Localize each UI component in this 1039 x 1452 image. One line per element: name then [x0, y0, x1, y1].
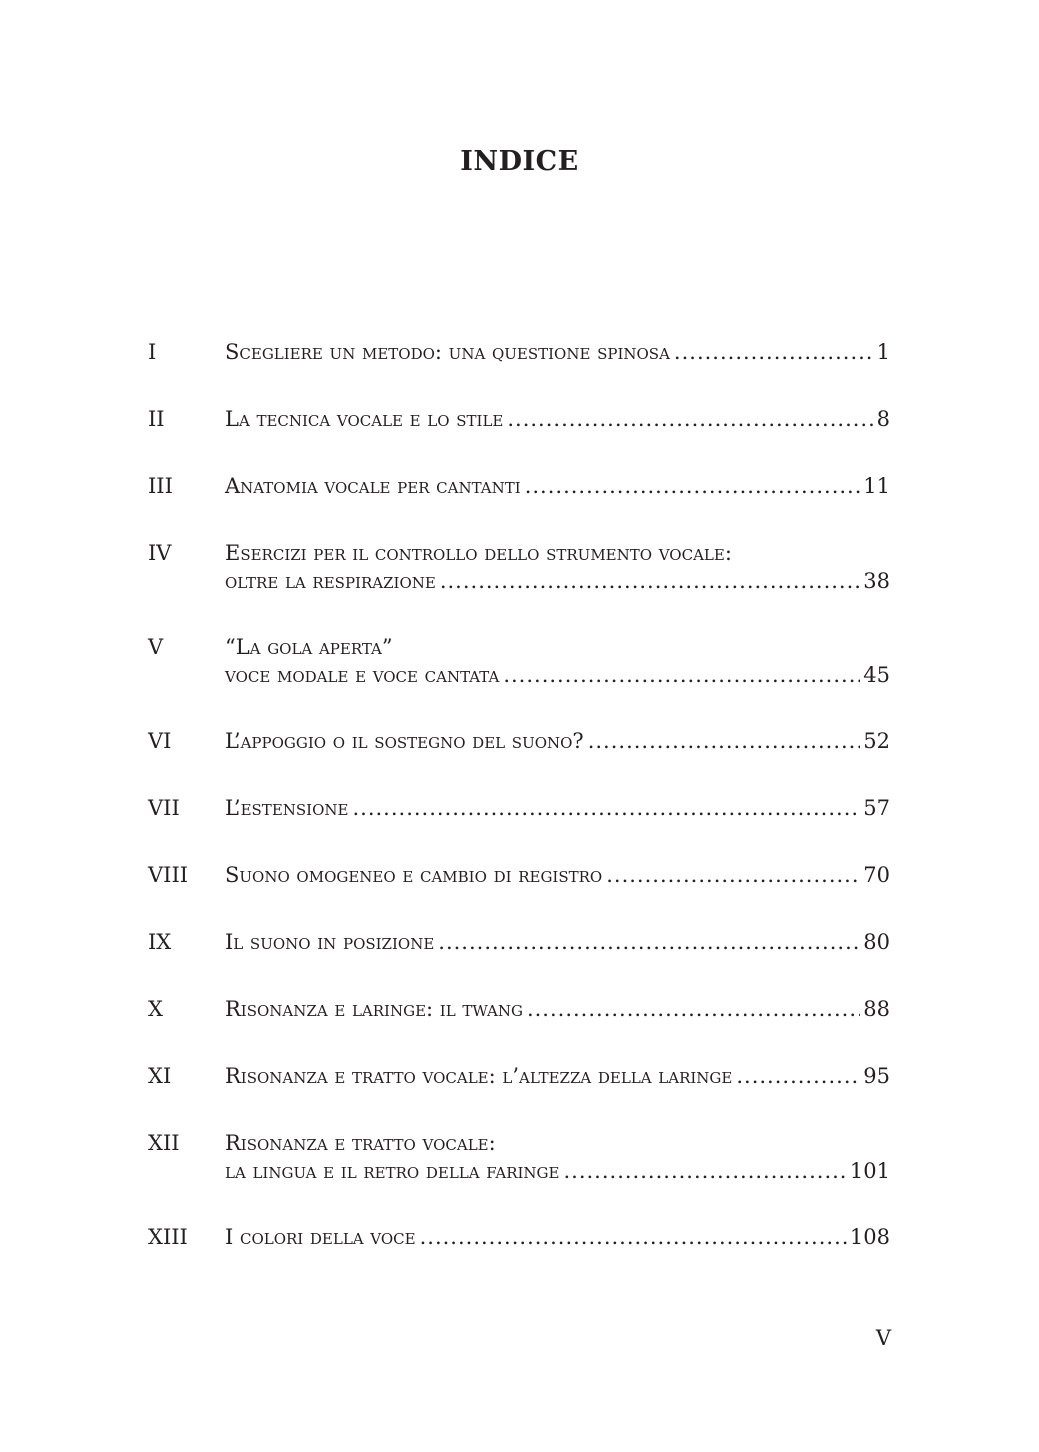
dot-leader [503, 661, 860, 689]
chapter-page-number: 101 [849, 1159, 890, 1183]
dot-leader [440, 567, 860, 595]
chapter-numeral: IV [148, 541, 172, 565]
chapter-title: L’appoggio o il sostegno del suono? [225, 729, 584, 753]
toc-entry [148, 472, 890, 500]
chapter-title: Esercizi per il controllo dello strumento vocale: [225, 541, 732, 565]
chapter-numeral: VII [148, 796, 180, 820]
chapter-numeral: XIII [148, 1225, 188, 1249]
chapter-title-line [225, 1129, 890, 1157]
chapter-title: La tecnica vocale e lo stile [225, 407, 504, 431]
chapter-page-number: 88 [863, 997, 890, 1021]
dot-leader [507, 405, 873, 433]
chapter-title-line [225, 472, 890, 500]
dot-leader [352, 794, 860, 822]
dot-leader [736, 1062, 860, 1090]
chapter-title: la lingua e il retro della faringe [225, 1159, 560, 1183]
chapter-numeral: X [148, 997, 163, 1021]
dot-leader [588, 727, 861, 755]
dot-leader [527, 995, 860, 1023]
chapter-title-line [225, 633, 890, 661]
chapter-page-number: 8 [876, 407, 890, 431]
chapter-title-line [225, 338, 890, 366]
chapter-title-line [225, 1223, 890, 1251]
chapter-page-number: 52 [863, 729, 890, 753]
chapter-title-line [225, 567, 890, 595]
chapter-title-line [225, 405, 890, 433]
toc-entry [148, 1129, 890, 1185]
toc-entry [148, 794, 890, 822]
dot-leader [606, 861, 860, 889]
chapter-page-number: 95 [863, 1064, 890, 1088]
chapter-page-number: 57 [863, 796, 890, 820]
chapter-numeral: XI [148, 1064, 172, 1088]
chapter-page-number: 1 [876, 340, 890, 364]
chapter-title: voce modale e voce cantata [225, 663, 500, 687]
toc-entry [148, 1223, 890, 1251]
chapter-title-line [225, 1062, 890, 1090]
chapter-title: Il suono in posizione [225, 930, 435, 954]
chapter-title: Risonanza e laringe: il twang [225, 997, 523, 1021]
chapter-title-line [225, 727, 890, 755]
dot-leader [674, 338, 874, 366]
toc-entry [148, 928, 890, 956]
chapter-title: I colori della voce [225, 1225, 416, 1249]
chapter-numeral: VI [148, 729, 172, 753]
toc-entry [148, 995, 890, 1023]
chapter-title: Risonanza e tratto vocale: [225, 1131, 496, 1155]
chapter-page-number: 108 [849, 1225, 890, 1249]
chapter-title-line [225, 1157, 890, 1185]
chapter-title: “La gola aperta” [225, 635, 393, 659]
chapter-title-line [225, 661, 890, 689]
toc-entry [148, 405, 890, 433]
chapter-title: Risonanza e tratto vocale: l’altezza della laringe [225, 1064, 733, 1088]
dot-leader [563, 1157, 846, 1185]
chapter-title-line [225, 995, 890, 1023]
toc-entry [148, 338, 890, 366]
dot-leader [525, 472, 861, 500]
chapter-numeral: V [148, 635, 164, 659]
chapter-title-line [225, 794, 890, 822]
dot-leader [438, 928, 860, 956]
chapter-page-number: 45 [863, 663, 890, 687]
chapter-numeral: IX [148, 930, 172, 954]
page-number: V [875, 1326, 891, 1350]
chapter-page-number: 38 [863, 569, 890, 593]
chapter-title: L’estensione [225, 796, 349, 820]
chapter-title-line [225, 928, 890, 956]
chapter-title: Suono omogeneo e cambio di registro [225, 863, 603, 887]
toc-entry [148, 633, 890, 689]
table-of-contents [148, 338, 890, 1251]
toc-entry [148, 1062, 890, 1090]
chapter-numeral: I [148, 340, 157, 364]
dot-leader [420, 1223, 847, 1251]
toc-entry [148, 727, 890, 755]
chapter-title: oltre la respirazione [225, 569, 436, 593]
chapter-title-line [225, 861, 890, 889]
chapter-title-line [225, 539, 890, 567]
chapter-numeral: VIII [148, 863, 189, 887]
chapter-numeral: XII [148, 1131, 180, 1155]
chapter-title: Anatomia vocale per cantanti [225, 474, 521, 498]
toc-entry [148, 539, 890, 595]
page-title: INDICE [460, 146, 579, 177]
chapter-title: Scegliere un metodo: una questione spinosa [225, 340, 670, 364]
toc-entry [148, 861, 890, 889]
chapter-numeral: III [148, 474, 173, 498]
chapter-page-number: 80 [863, 930, 890, 954]
chapter-numeral: II [148, 407, 165, 431]
chapter-page-number: 11 [863, 474, 890, 498]
chapter-page-number: 70 [863, 863, 890, 887]
